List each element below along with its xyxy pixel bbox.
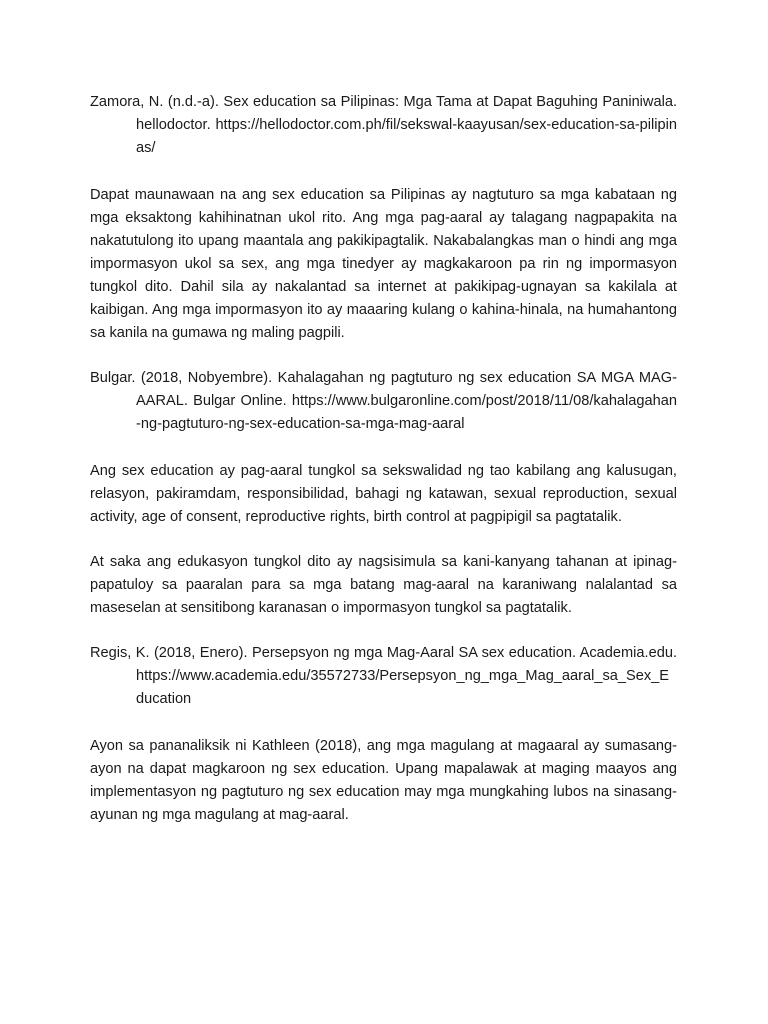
reference-text: Zamora, N. (n.d.-a). Sex education sa Pilipinas: Mga Tama at Dapat Baguhing Paniniwala. hellodoctor.	[90, 94, 677, 133]
reference-url[interactable]: https://www.bulgaronline.com/post/2018/11/08/kahalagahan-ng-pagtuturo-ng-sex-education-sa-mga-mag-aaral	[136, 393, 677, 432]
reference-zamora	[90, 91, 677, 160]
paragraph-edukasyon: At saka ang edukasyon tungkol dito ay nagsisimula sa kani-kanyang tahanan at ipinag-papatuloy sa paaralan para sa mga batang mag-aaral na karaniwang nalalantad sa maseselan at sensitibong karanasan o impormasyon tungkol sa pagtatalik.	[90, 554, 677, 616]
paragraph-sex-education-pilipinas: Dapat maunawaan na ang sex education sa Pilipinas ay nagtuturo sa mga kabataan ng mga eksaktong kahihinatnan ukol rito. Ang mga pag-aaral ay talagang nagpapakita na nakatutulong ito upang maantala ang pakikipagtalik. Nakabalangkas man o hindi ang mga impormasyon ukol sa sex, ang mga tinedyer ay magkakaroon pa rin ng impormasyon tungkol dito. Dahil sila ay nakalantad sa internet at pakikipag-ugnayan sa kakilala at kaibigan. Ang mga impormasyon ito ay maaaring kulang o kahina-hinala, na humahantong sa kanila na gumawa ng maling pagpili.	[90, 187, 677, 341]
paragraph-definition: Ang sex education ay pag-aaral tungkol sa sekswalidad ng tao kabilang ang kalusugan, relasyon, pakiramdam, responsibilidad, bahagi ng katawan, sexual reproduction, sexual activity, age of consent, reproductive rights, birth control at pagpipigil sa pagtatalik.	[90, 463, 677, 525]
document-page	[90, 91, 677, 827]
reference-url[interactable]: https://hellodoctor.com.ph/fil/sekswal-kaayusan/sex-education-sa-pilipinas/	[136, 117, 677, 156]
reference-bulgar	[90, 367, 677, 436]
reference-url[interactable]: https://www.academia.edu/35572733/Persepsyon_ng_mga_Mag_aaral_sa_Sex_Education	[136, 668, 670, 707]
reference-text: Regis, K. (2018, Enero). Persepsyon ng mga Mag-Aaral SA sex education. Academia.edu.	[90, 645, 677, 661]
reference-text: Bulgar. (2018, Nobyembre). Kahalagahan ng pagtuturo ng sex education SA MGA MAG-AARAL. Bulgar Online.	[90, 370, 677, 409]
reference-regis	[90, 642, 677, 711]
paragraph-kathleen: Ayon sa pananaliksik ni Kathleen (2018), ang mga magulang at magaaral ay sumasang-ayon na dapat magkaroon ng sex education. Upang mapalawak at maging maayos ang implementasyon ng pagtuturo ng sex education may mga mungkahing lubos na sinasang-ayunan ng mga magulang at mag-aaral.	[90, 738, 677, 823]
